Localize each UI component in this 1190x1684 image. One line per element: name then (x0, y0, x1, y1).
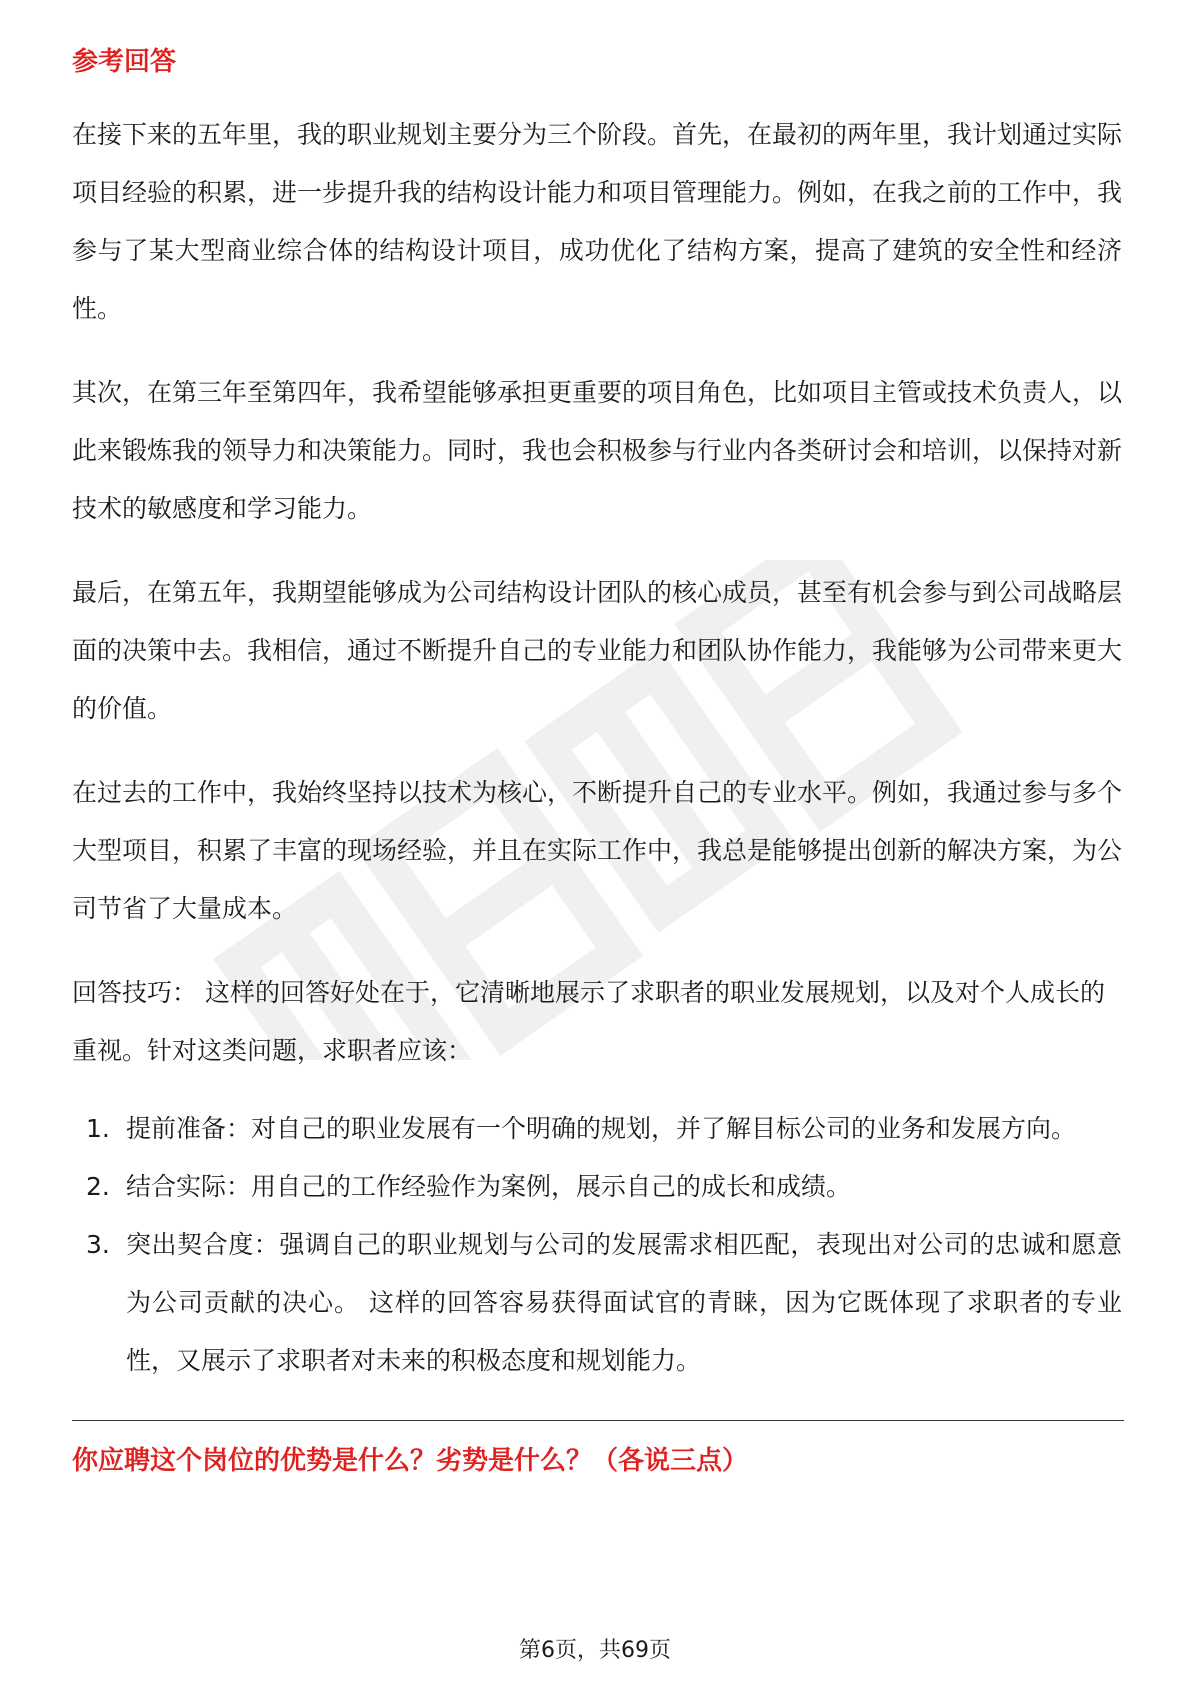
tips-item-number: 1. (86, 1114, 110, 1143)
document-page (72, 44, 1122, 1479)
section-divider (72, 1420, 1124, 1421)
tips-list (72, 1100, 1122, 1390)
answer-paragraph-3: 最后，在第五年，我期望能够成为公司结构设计团队的核心成员，甚至有机会参与到公司战略层面的决策中去。我相信，通过不断提升自己的专业能力和团队协作能力，我能够为公司带来更大的价值。 (72, 578, 1123, 723)
tips-item-text: 提前准备：对自己的职业发展有一个明确的规划，并了解目标公司的业务和发展方向。 (126, 1114, 1077, 1143)
tips-item-text: 结合实际：用自己的工作经验作为案例，展示自己的成长和成绩。 (126, 1172, 852, 1201)
tips-intro: 回答技巧： 这样的回答好处在于，它清晰地展示了求职者的职业发展规划，以及对个人成长的重视。针对这类问题，求职者应该： (72, 978, 1105, 1065)
answer-paragraph-4: 在过去的工作中，我始终坚持以技术为核心，不断提升自己的专业水平。例如，我通过参与多个大型项目，积累了丰富的现场经验，并且在实际工作中，我总是能够提出创新的解决方案，为公司节省了大量成本。 (72, 778, 1123, 923)
answer-paragraph-2: 其次，在第三年至第四年，我希望能够承担更重要的项目角色，比如项目主管或技术负责人，以此来锻炼我的领导力和决策能力。同时，我也会积极参与行业内各类研讨会和培训，以保持对新技术的敏感度和学习能力。 (72, 378, 1123, 523)
tips-item-number: 2. (86, 1172, 110, 1201)
reference-answer-heading: 参考回答 (72, 47, 177, 77)
tips-item-2 (72, 1158, 1122, 1216)
tips-item-text: 突出契合度：强调自己的职业规划与公司的发展需求相匹配，表现出对公司的忠诚和愿意为公司贡献的决心。 这样的回答容易获得面试官的青睐，因为它既体现了求职者的专业性，又展示了求职者对未来的积极态度和规划能力。 (126, 1230, 1122, 1375)
next-question-heading: 你应聘这个岗位的优势是什么？劣势是什么？（各说三点） (72, 1446, 749, 1476)
tips-item-1 (72, 1100, 1122, 1158)
answer-paragraph-1: 在接下来的五年里，我的职业规划主要分为三个阶段。首先，在最初的两年里，我计划通过实际项目经验的积累，进一步提升我的结构设计能力和项目管理能力。例如，在我之前的工作中，我参与了某大型商业综合体的结构设计项目，成功优化了结构方案，提高了建筑的安全性和经济性。 (72, 120, 1123, 323)
tips-item-number: 3. (86, 1230, 110, 1259)
page-footer: 第6页，共69页 (519, 1638, 671, 1663)
tips-item-3 (72, 1216, 1122, 1390)
